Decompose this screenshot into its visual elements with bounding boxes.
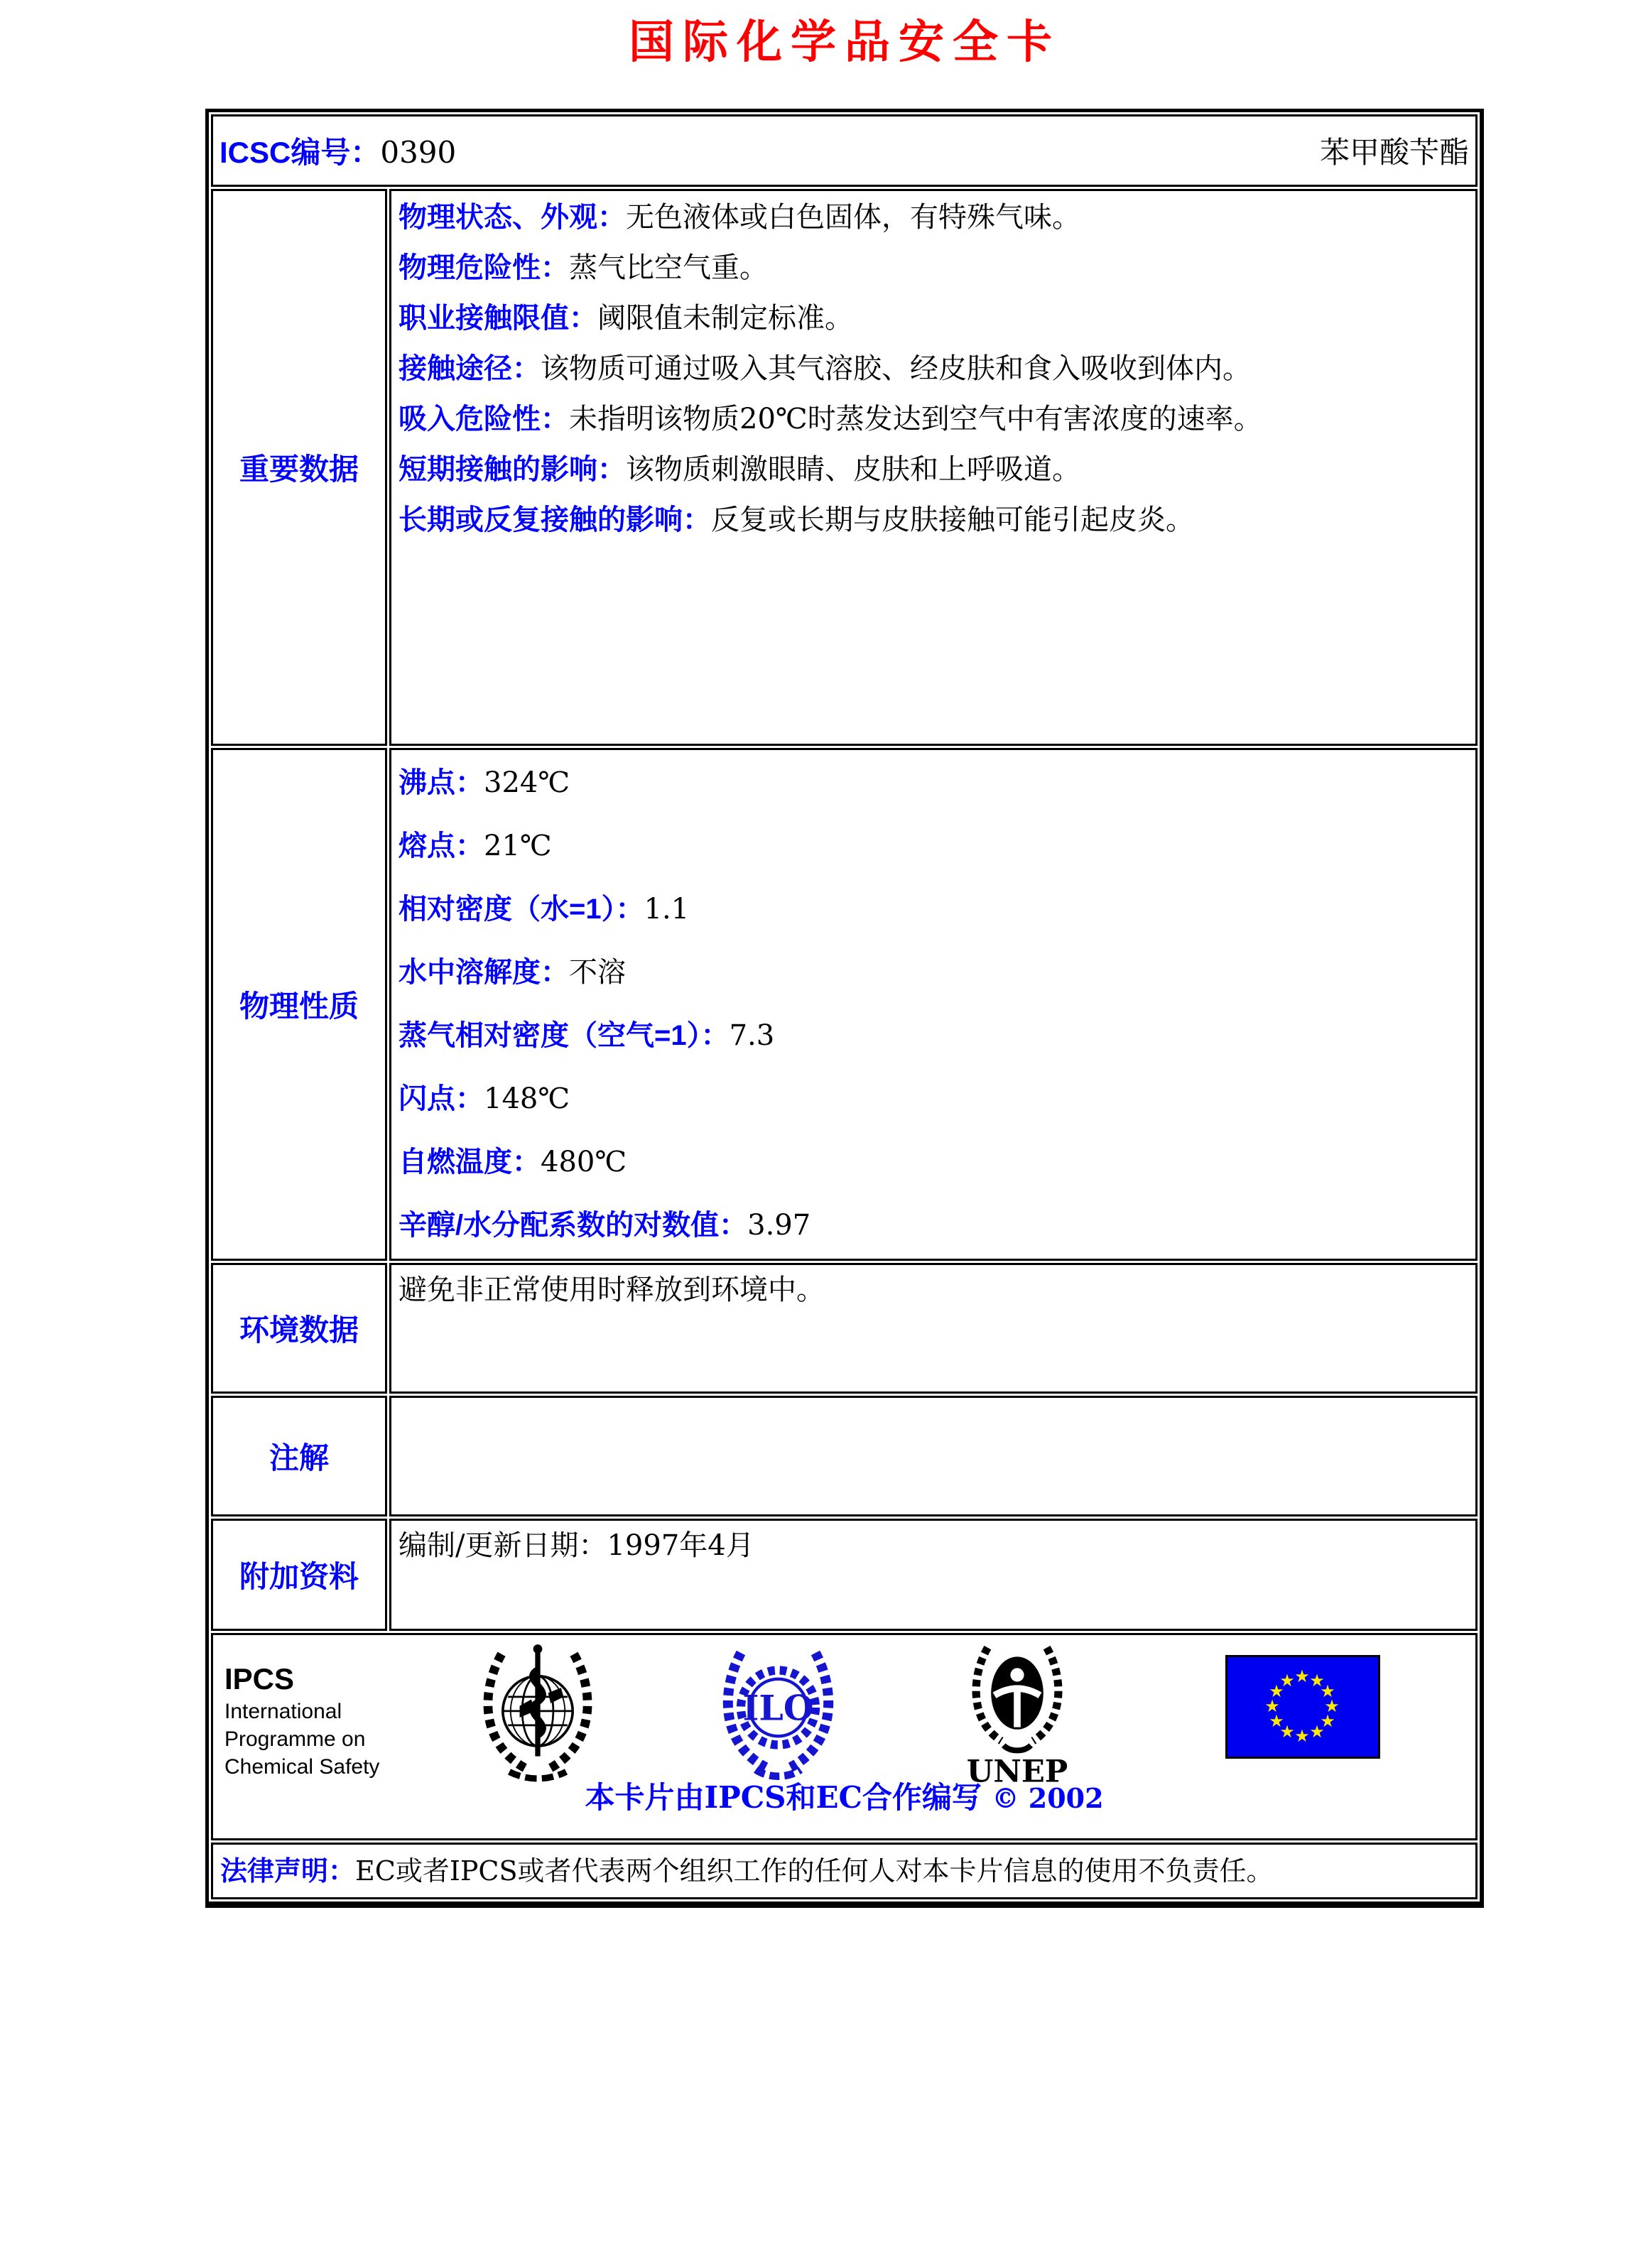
property-value: 324℃	[484, 766, 570, 799]
cooperation-caption	[213, 1774, 1475, 1817]
property-label: 短期接触的影响：	[399, 454, 626, 485]
ipcs-line: International	[224, 1700, 342, 1723]
ipcs-block	[224, 1661, 379, 1781]
property-value: 无色液体或白色固体，有特殊气味。	[626, 201, 1080, 234]
property-label: 闪点：	[399, 1083, 484, 1114]
additional-info-row	[211, 1519, 1478, 1631]
property-line	[399, 344, 1468, 394]
section-label-important-data: 重要数据	[211, 189, 387, 746]
page-title: 国际化学品安全卡	[629, 16, 1061, 69]
legal-label: 法律声明：	[220, 1856, 356, 1887]
property-label: 长期或反复接触的影响：	[399, 504, 711, 536]
physical-properties-row	[211, 748, 1478, 1261]
legal-text: EC或者IPCS或者代表两个组织工作的任何人对本卡片信息的使用不负责任。	[355, 1855, 1274, 1887]
property-value: 7.3	[729, 1019, 775, 1052]
header-row	[211, 114, 1478, 187]
property-value: 避免非正常使用时释放到环境中。	[399, 1274, 825, 1306]
environmental-data-row	[211, 1263, 1478, 1394]
eu-star: ★	[1264, 1696, 1280, 1716]
property-label: 自燃温度：	[399, 1146, 541, 1178]
eu-star: ★	[1309, 1722, 1325, 1742]
property-value: 不溶	[569, 956, 626, 989]
chemical-name: 苯甲酸苄酯	[1319, 135, 1469, 170]
property-line	[399, 445, 1468, 495]
eu-star: ★	[1324, 1696, 1340, 1716]
important-data-row	[211, 189, 1478, 746]
property-line	[399, 815, 1468, 878]
section-label-additional-info: 附加资料	[211, 1519, 387, 1631]
eu-flag-icon	[1225, 1655, 1380, 1759]
property-line	[399, 243, 1468, 293]
property-value: 480℃	[541, 1146, 627, 1178]
property-value: 编制/更新日期：1997年4月	[399, 1529, 754, 1562]
property-value: 未指明该物质20℃时蒸发达到空气中有害浓度的速率。	[569, 403, 1262, 435]
property-value: 1.1	[644, 893, 690, 926]
eu-star: ★	[1320, 1711, 1335, 1731]
eu-star: ★	[1320, 1681, 1335, 1701]
property-line	[399, 394, 1468, 445]
property-value: 21℃	[484, 830, 552, 862]
eu-star: ★	[1269, 1681, 1284, 1701]
property-line	[399, 1266, 1468, 1311]
property-label: 接触途径：	[399, 353, 541, 384]
logos-row	[211, 1633, 1478, 1840]
property-label: 沸点：	[399, 767, 484, 798]
ilo-icon	[716, 1642, 840, 1783]
property-line	[399, 1068, 1468, 1131]
icsc-number-value: 0390	[380, 135, 457, 170]
property-line	[399, 1004, 1468, 1068]
unep-icon	[960, 1641, 1074, 1789]
who-icon	[473, 1641, 602, 1786]
icsc-number-label: ICSC编号：	[219, 136, 381, 169]
ipcs-acronym: IPCS	[224, 1662, 295, 1695]
ilo-letters: ILO	[742, 1687, 814, 1729]
notes-content	[389, 1396, 1478, 1516]
ipcs-line: Chemical Safety	[224, 1755, 380, 1779]
property-value: 反复或长期与皮肤接触可能引起皮炎。	[711, 504, 1194, 536]
property-value: 该物质可通过吸入其气溶胶、经皮肤和食入吸收到体内。	[541, 352, 1251, 385]
eu-star: ★	[1294, 1666, 1310, 1686]
property-value: 148℃	[484, 1083, 570, 1115]
eu-star: ★	[1269, 1711, 1284, 1731]
property-line	[399, 293, 1468, 344]
property-line	[399, 752, 1468, 815]
ipcs-line: Programme on	[224, 1727, 366, 1751]
property-line	[399, 878, 1468, 941]
property-value: 3.97	[747, 1209, 811, 1242]
legal-row	[211, 1843, 1478, 1899]
property-label: 物理状态、外观：	[399, 202, 626, 233]
property-line	[399, 1131, 1468, 1194]
icsc-card	[205, 109, 1484, 1908]
icsc-table	[209, 112, 1480, 1901]
eu-star: ★	[1309, 1671, 1325, 1691]
property-value: 该物质刺激眼睛、皮肤和上呼吸道。	[626, 453, 1080, 486]
eu-star: ★	[1279, 1671, 1295, 1691]
section-label-physical-properties: 物理性质	[211, 748, 387, 1261]
section-label-environmental-data: 环境数据	[211, 1263, 387, 1394]
notes-row	[211, 1396, 1478, 1516]
property-value: 阈限值未制定标准。	[597, 302, 853, 335]
icsc-number-group	[219, 129, 456, 172]
property-line	[399, 941, 1468, 1004]
section-label-notes: 注解	[211, 1396, 387, 1516]
unep-letters: UNEP	[966, 1753, 1068, 1789]
property-line	[399, 1522, 1468, 1566]
property-line	[399, 1194, 1468, 1257]
eu-star: ★	[1294, 1726, 1310, 1746]
property-label: 熔点：	[399, 830, 484, 862]
caption-text: 本卡片由IPCS和EC合作编写	[585, 1780, 982, 1815]
property-label: 吸入危险性：	[399, 403, 569, 435]
property-label: 相对密度（水=1）：	[399, 894, 644, 925]
eu-star: ★	[1279, 1722, 1295, 1742]
property-line	[399, 192, 1468, 243]
property-line	[399, 495, 1468, 546]
property-label: 辛醇/水分配系数的对数值：	[399, 1210, 748, 1241]
property-value: 蒸气比空气重。	[569, 251, 768, 284]
property-label: 水中溶解度：	[399, 957, 569, 988]
copyright-text: © 2002	[992, 1782, 1104, 1814]
property-label: 蒸气相对密度（空气=1）：	[399, 1020, 730, 1051]
property-label: 物理危险性：	[399, 252, 569, 283]
property-label: 职业接触限值：	[399, 303, 597, 334]
